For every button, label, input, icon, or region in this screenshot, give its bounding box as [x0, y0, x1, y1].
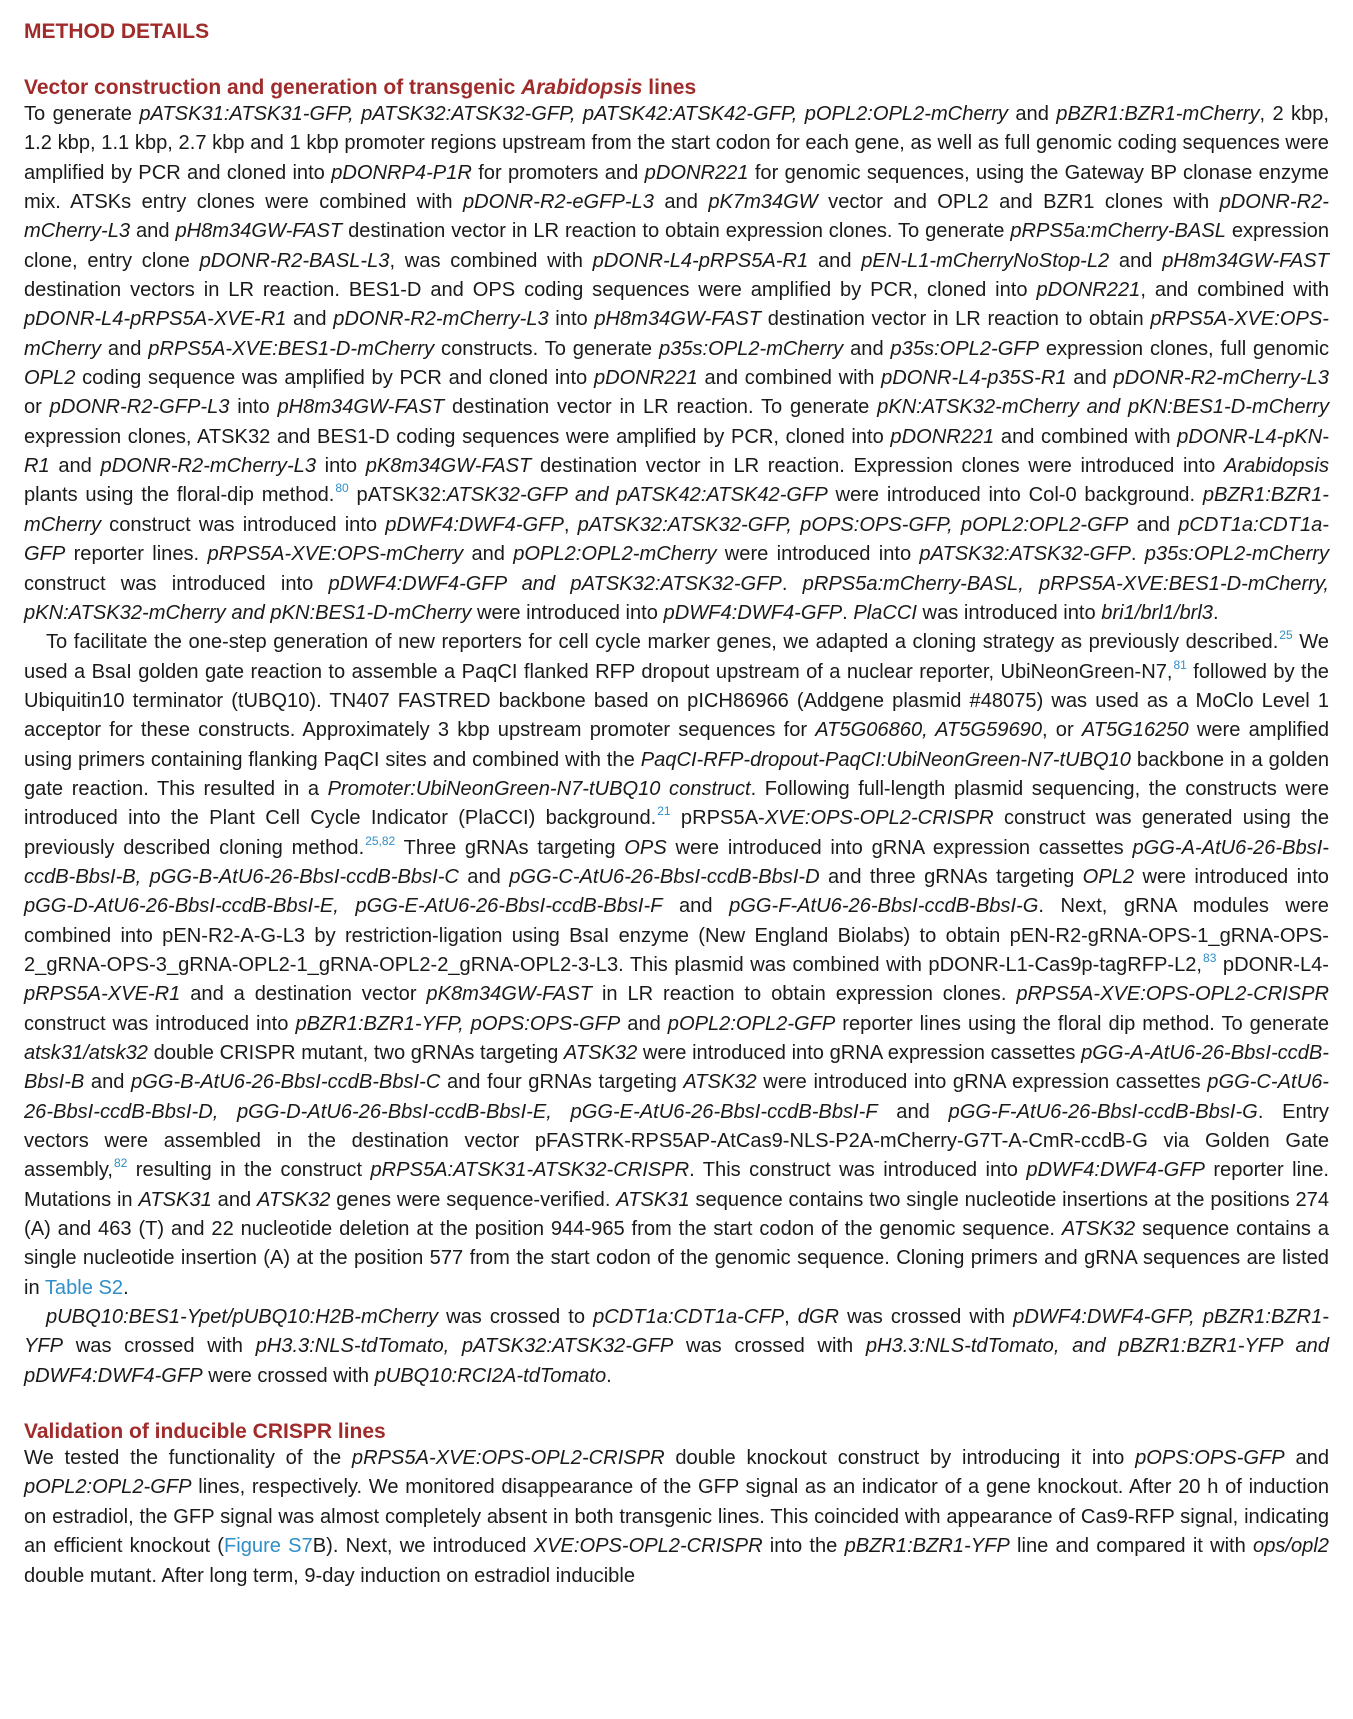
- citation-ref[interactable]: 81: [1173, 657, 1187, 672]
- paragraph-crosses: pUBQ10:BES1-Ypet/pUBQ10:H2B-mCherry was crossed to pCDT1a:CDT1a-CFP, dGR was crossed with pDWF4:DWF4-GFP, pBZR1:BZR1-YFP was crossed with pH3.3:NLS-tdTomato, pATSK32:ATSK32-GFP was crossed with pH3.3:NLS-tdTomato, and pBZR1:BZR1-YFP and pDWF4:DWF4-GFP were crossed with pUBQ10:RCI2A-tdTomato.: [24, 1306, 1330, 1387]
- paper-page: [24, 0, 1329, 1591]
- citation-ref[interactable]: 80: [335, 481, 349, 496]
- section-heading: METHOD DETAILS: [24, 20, 210, 43]
- subsection-heading-vector-construction: Vector construction and generation of transgenic Arabidopsis lines: [24, 76, 697, 99]
- citation-ref[interactable]: 21: [657, 804, 671, 819]
- paragraph-reporter-cloning: To facilitate the one-step generation of new reporters for cell cycle marker genes, we adapted a cloning strategy as previously described.$^{25}$ We used a BsaI golden gate reaction to assemble a PaqCI flanked RFP dropout upstream of a nuclear reporter, UbiNeonGreen-N7,81 followed by the Ubiquitin10 terminator (tUBQ10). TN407 FASTRED backbone based on pICH86966 (Addgene plasmid #48075) was used as a MoClo Level 1 acceptor for these constructs. Approximately 3 kbp upstream promoter sequences for AT5G06860, AT5G59690, or AT5G16250 were amplified using primers containing flanking PaqCI sites and combined with the PaqCI-RFP-dropout-PaqCI:UbiNeonGreen-N7-tUBQ10 backbone in a golden gate reaction. This resulted in a Promoter:UbiNeonGreen-N7-tUBQ10 construct. Following full-length plasmid sequencing, the constructs were introduced into the Plant Cell Cycle Indicator (PlaCCI) background.$^{21}$ pRPS5A-XVE:OPS-OPL2-CRISPR construct was generated using the previously described cloning method.$^{25,82}$ Three gRNAs targeting OPS were introduced into gRNA expression cassettes pGG-A-AtU6-26-BbsI-ccdB-BbsI-B, pGG-B-AtU6-26-BbsI-ccdB-BbsI-C and pGG-C-AtU6-26-BbsI-ccdB-BbsI-D and three gRNAs targeting OPL2 were introduced into pGG-D-AtU6-26-BbsI-ccdB-BbsI-E, pGG-E-AtU6-26-BbsI-ccdB-BbsI-F and pGG-F-AtU6-26-BbsI-ccdB-BbsI-G. Next, gRNA modules were combined into pEN-R2-A-G-L3 by restriction-ligation using BsaI enzyme (New England Biolabs) to obtain pEN-R2-gRNA-OPS-1_gRNA-OPS-2_gRNA-OPS-3_gRNA-OPL2-1_gRNA-OPL2-2_gRNA-OPL2-3-L3. This plasmid was combined with pDONR-L1-Cas9p-tagRFP-L2,83 pDONR-L4-pRPS5A-XVE-R1 and a destination vector pK8m34GW-FAST in LR reaction to obtain expression clones. pRPS5A-XVE:OPS-OPL2-CRISPR construct was introduced into pBZR1:BZR1-YFP, pOPS:OPS-GFP and pOPL2:OPL2-GFP reporter lines using the floral dip method. To generate atsk31/atsk32 double CRISPR mutant, two gRNAs targeting ATSK32 were introduced into gRNA expression cassettes pGG-A-AtU6-26-BbsI-ccdB-BbsI-B and pGG-B-AtU6-26-BbsI-ccdB-BbsI-C and four gRNAs targeting ATSK32 were introduced into gRNA expression cassettes pGG-C-AtU6-26-BbsI-ccdB-BbsI-D, pGG-D-AtU6-26-BbsI-ccdB-BbsI-E, pGG-E-AtU6-26-BbsI-ccdB-BbsI-F and pGG-F-AtU6-26-BbsI-ccdB-BbsI-G. Entry vectors were assembled in the destination vector pFASTRK-RPS5AP-AtCas9-NLS-P2A-mCherry-G7T-A-CmR-ccdB-G via Golden Gate assembly,$^{82}$ resulting in the construct pRPS5A:ATSK31-ATSK32-CRISPR. This construct was introduced into pDWF4:DWF4-GFP reporter line. Mutations in ATSK31 and ATSK32 genes were sequence-verified. ATSK31 sequence contains two single nucleotide insertions at the positions 274 (A) and 463 (T) and 22 nucleotide deletion at the position 944-965 from the start codon of the genomic sequence. ATSK32 sequence contains a single nucleotide insertion (A) at the position 577 from the start codon of the genomic sequence. Cloning primers and gRNA sequences are listed in Table S2.: [24, 628, 1330, 1299]
- figure-s7-link[interactable]: Figure S7: [223, 1535, 313, 1558]
- table-s2-link[interactable]: Table S2: [44, 1276, 124, 1299]
- citation-ref[interactable]: 25: [1279, 628, 1293, 643]
- paragraph-validation: We tested the functionality of the pRPS5A-XVE:OPS-OPL2-CRISPR double knockout construct by introducing it into pOPS:OPS-GFP and pOPL2:OPL2-GFP lines, respectively. We monitored disappearance of the GFP signal as an indicator of a gene knockout. After 20 h of induction on estradiol, the GFP signal was almost completely absent in both transgenic lines. This coincided with appearance of Cas9-RFP signal, indicating an efficient knockout (Figure S7B). Next, we introduced XVE:OPS-OPL2-CRISPR into the pBZR1:BZR1-YFP line and compared it with ops/opl2 double mutant. After long term, 9-day induction on estradiol inducible: [24, 1447, 1330, 1587]
- subsection-heading-validation: Validation of inducible CRISPR lines: [24, 1420, 386, 1444]
- citation-ref[interactable]: 83: [1203, 950, 1217, 965]
- citation-ref[interactable]: 82: [113, 1156, 128, 1171]
- paragraph-vector-construction: To generate pATSK31:ATSK31-GFP, pATSK32:ATSK32-GFP, pATSK42:ATSK42-GFP, pOPL2:OPL2-mCherry and pBZR1:BZR1-mCherry, 2 kbp, 1.2 kbp, 1.1 kbp, 2.7 kbp and 1 kbp promoter regions upstream from the start codon for each gene, as well as full genomic coding sequences were amplified by PCR and cloned into pDONRP4-P1R for promoters and pDONR221 for genomic sequences, using the Gateway BP clonase enzyme mix. ATSKs entry clones were combined with pDONR-R2-eGFP-L3 and pK7m34GW vector and OPL2 and BZR1 clones with pDONR-R2-mCherry-L3 and pH8m34GW-FAST destination vector in LR reaction to obtain expression clones. To generate pRPS5a:mCherry-BASL expression clone, entry clone pDONR-R2-BASL-L3, was combined with pDONR-L4-pRPS5A-R1 and pEN-L1-mCherryNoStop-L2 and pH8m34GW-FAST destination vectors in LR reaction. BES1-D and OPS coding sequences were amplified by PCR, cloned into pDONR221, and combined with pDONR-L4-pRPS5A-XVE-R1 and pDONR-R2-mCherry-L3 into pH8m34GW-FAST destination vector in LR reaction to obtain pRPS5A-XVE:OPS-mCherry and pRPS5A-XVE:BES1-D-mCherry constructs. To generate p35s:OPL2-mCherry and p35s:OPL2-GFP expression clones, full genomic OPL2 coding sequence was amplified by PCR and cloned into pDONR221 and combined with pDONR-L4-p35S-R1 and pDONR-R2-mCherry-L3 or pDONR-R2-GFP-L3 into pH8m34GW-FAST destination vector in LR reaction. To generate pKN:ATSK32-mCherry and pKN:BES1-D-mCherry expression clones, ATSK32 and BES1-D coding sequences were amplified by PCR, cloned into pDONR221 and combined with pDONR-L4-pKN-R1 and pDONR-R2-mCherry-L3 into pK8m34GW-FAST destination vector in LR reaction. Expression clones were introduced into Arabidopsis plants using the floral-dip method.$^{80}$ pATSK32:ATSK32-GFP and pATSK42:ATSK42-GFP were introduced into Col-0 background. pBZR1:BZR1-mCherry construct was introduced into pDWF4:DWF4-GFP, pATSK32:ATSK32-GFP, pOPS:OPS-GFP, pOPL2:OPL2-GFP and pCDT1a:CDT1a-GFP reporter lines. pRPS5A-XVE:OPS-mCherry and pOPL2:OPL2-mCherry were introduced into pATSK32:ATSK32-GFP. p35s:OPL2-mCherry construct was introduced into pDWF4:DWF4-GFP and pATSK32:ATSK32-GFP. pRPS5a:mCherry-BASL, pRPS5A-XVE:BES1-D-mCherry, pKN:ATSK32-mCherry and pKN:BES1-D-mCherry were introduced into pDWF4:DWF4-GFP. PlaCCI was introduced into bri1/brl1/brl3.: [24, 103, 1330, 624]
- citation-ref[interactable]: 25,82: [365, 833, 396, 848]
- section-gap: [24, 1391, 1329, 1420]
